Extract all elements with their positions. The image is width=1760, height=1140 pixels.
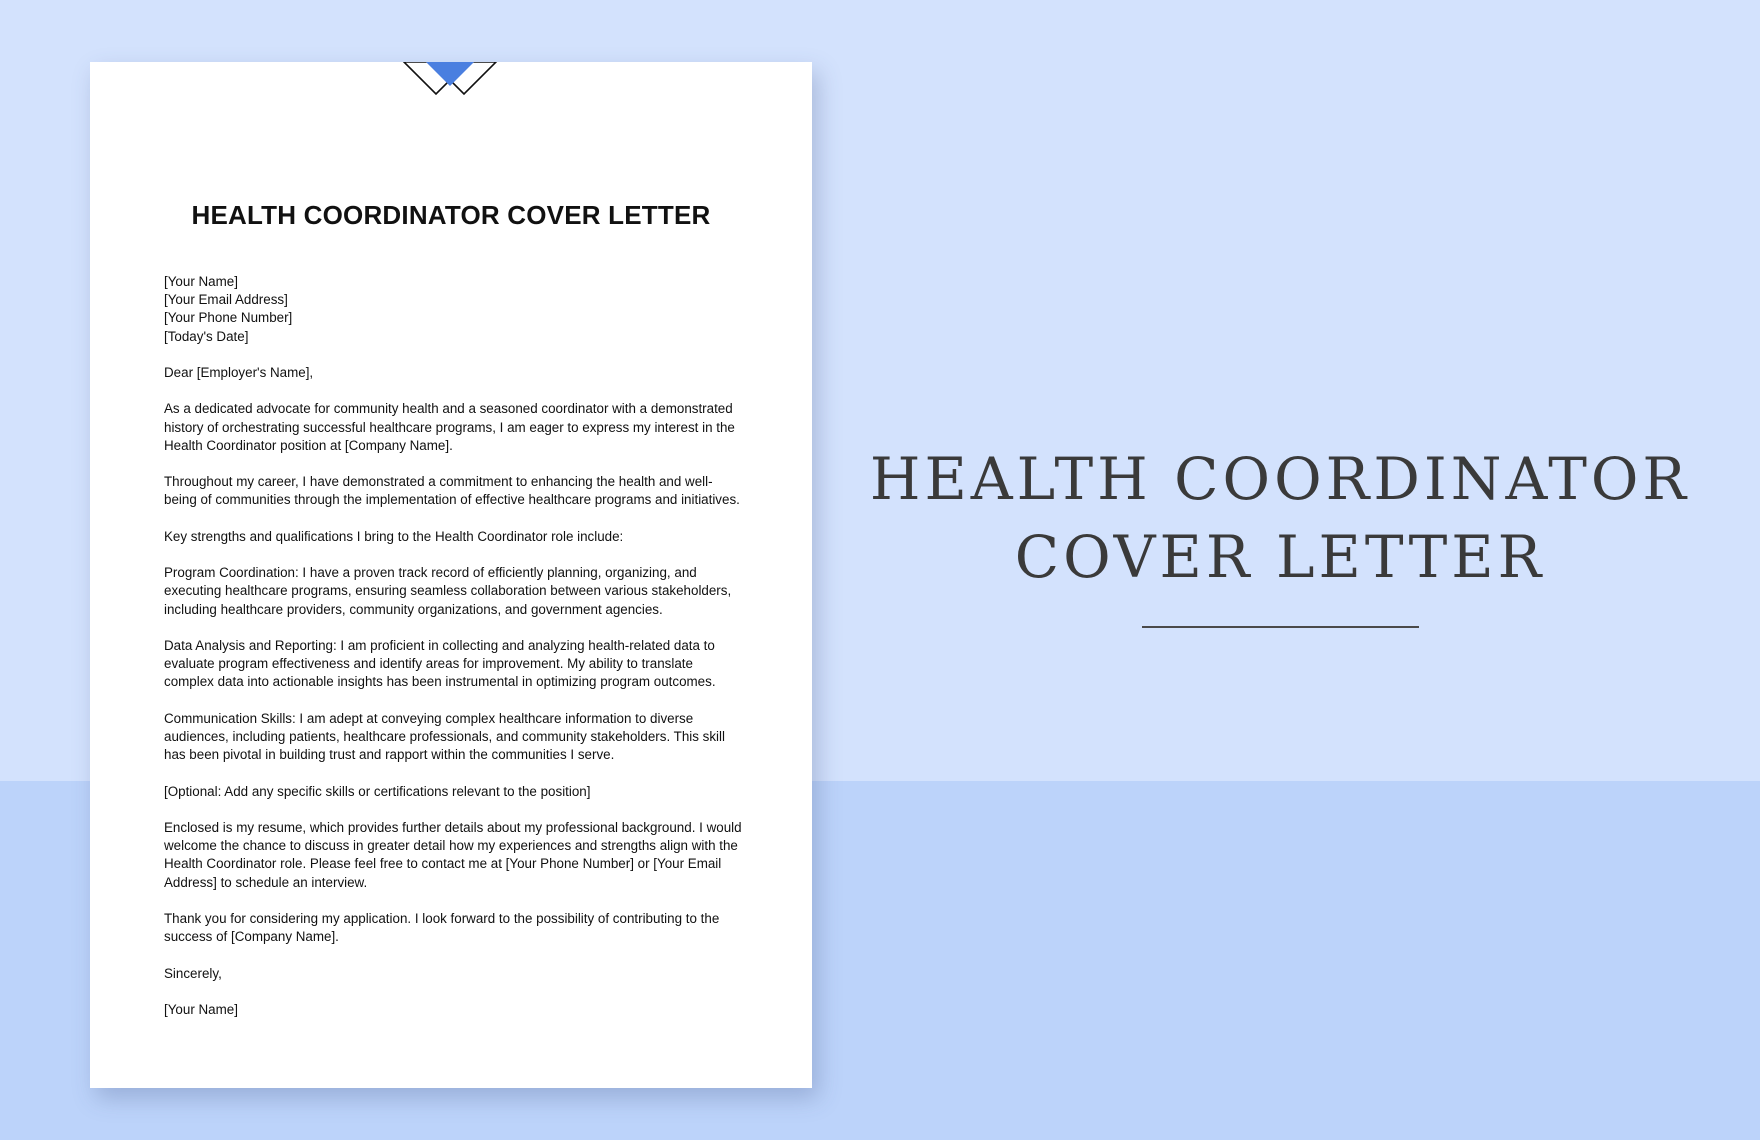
hero-panel — [862, 440, 1698, 628]
hero-title-line-1: HEALTH COORDINATOR — [869, 445, 1691, 513]
paragraph-career: Throughout my career, I have demonstrated a commitment to enhancing the health and well-being of communities through the implementation of effective healthcare programs and initiatives. — [164, 474, 740, 508]
paragraph-intro: As a dedicated advocate for community health and a seasoned coordinator with a demonstrated history of orchestrating successful healthcare programs, I am eager to express my interest in the Health Coordinator position at [Company Name]. — [164, 401, 735, 453]
closing: Sincerely, — [164, 965, 222, 981]
paragraph-program-coordination: Program Coordination: I have a proven track record of efficiently planning, organizing, and executing healthcare programs, ensuring seamless collaboration between various stakeholders, including healthcare providers, community organizations, and government agencies. — [164, 565, 732, 617]
hero-divider — [1142, 626, 1419, 628]
paragraph-enclosed: Enclosed is my resume, which provides further details about my professional background. I would welcome the chance to discuss in greater detail how my experiences and strengths align with the Health Coordinator role. Please feel free to contact me at [Your Phone Number] or [Your Email Address] to schedule an interview. — [164, 819, 742, 890]
contact-phone: [Your Phone Number] — [164, 310, 293, 326]
paragraph-data-analysis: Data Analysis and Reporting: I am proficient in collecting and analyzing health-related data to evaluate program effectiveness and identify areas for improvement. My ability to translate complex data into actionable insights has been instrumental in optimizing program outcomes. — [164, 637, 716, 690]
paragraph-strengths-intro: Key strengths and qualifications I bring to the Health Coordinator role include: — [164, 528, 624, 544]
salutation: Dear [Employer's Name], — [164, 365, 314, 380]
paragraph-thanks: Thank you for considering my application. I look forward to the possibility of contributing to the success of [Company Name]. — [164, 910, 720, 945]
document-title: HEALTH COORDINATOR COVER LETTER — [191, 200, 711, 230]
paragraph-communication: Communication Skills: I am adept at conveying complex healthcare information to diverse audiences, including patients, healthcare professionals, and community stakeholders. This skill has been pivotal in building trust and rapport within the communities I serve. — [164, 710, 725, 763]
contact-email: [Your Email Address] — [164, 292, 288, 308]
signature: [Your Name] — [164, 1001, 238, 1017]
hero-title — [862, 440, 1698, 596]
contact-date: [Today's Date] — [164, 328, 249, 344]
hero-title-line-2: COVER LETTER — [1014, 523, 1546, 591]
contact-name: [Your Name] — [164, 274, 238, 289]
paragraph-optional: [Optional: Add any specific skills or certifications relevant to the position] — [164, 783, 591, 799]
letter-body — [164, 273, 744, 1037]
diamond-emblem-icon — [380, 62, 520, 106]
contact-block — [164, 273, 744, 346]
cover-letter-page — [90, 62, 812, 1088]
